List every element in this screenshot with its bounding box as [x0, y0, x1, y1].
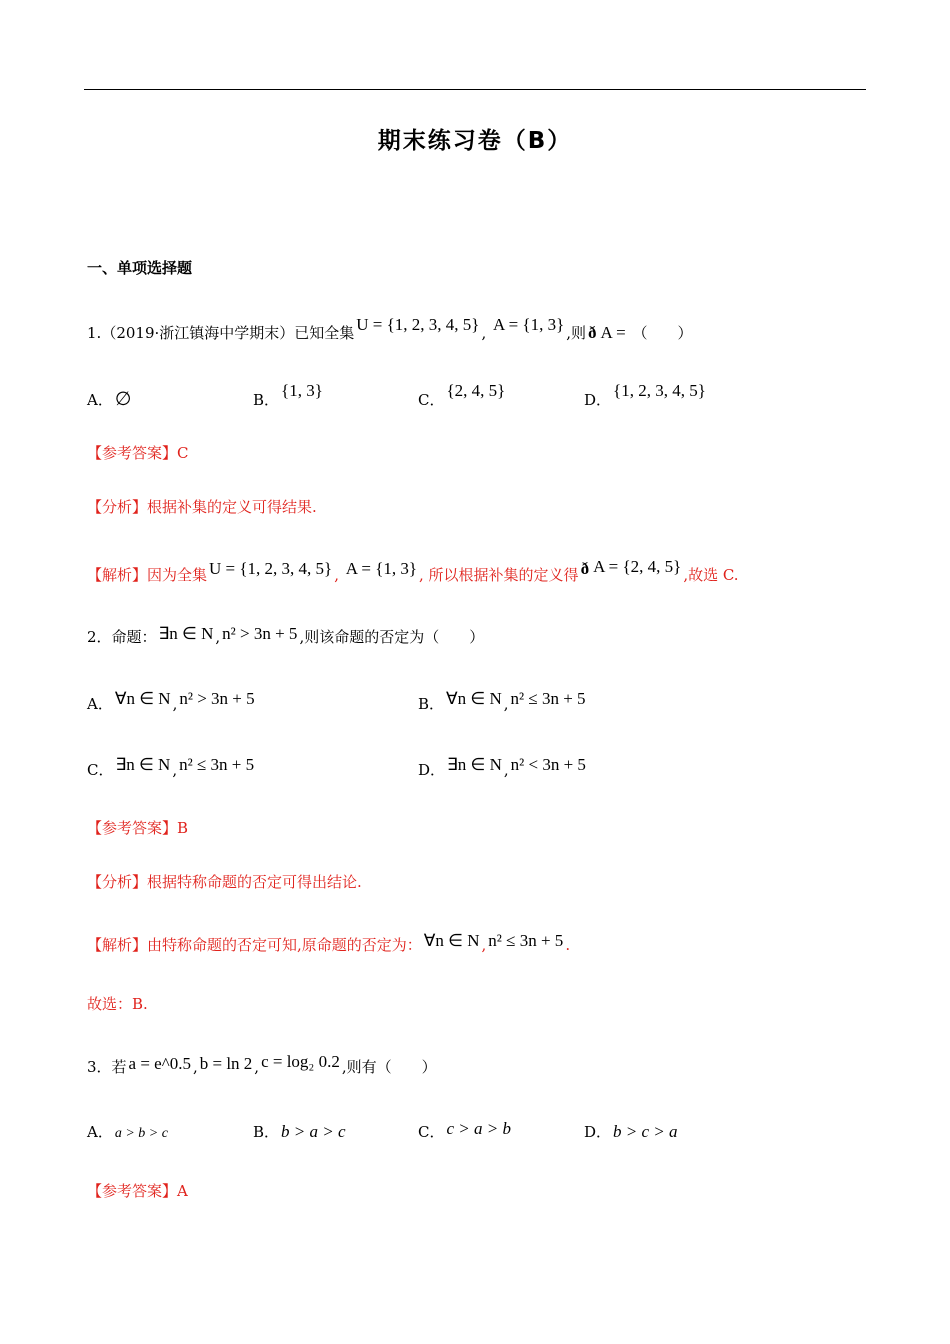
page-title: 期末练习卷（B） — [377, 128, 573, 154]
solution-tag: 【解析】 — [87, 566, 148, 584]
answer-value: A — [177, 1182, 188, 1200]
q2-option-c: C． ∃n ∈ N , n² ≤ 3n + 5 — [87, 755, 255, 779]
option-value: a > b > c — [114, 1126, 168, 1141]
q1-source: （2019·浙江镇海中学期末）已知全集 — [101, 324, 355, 342]
q2-tail: ,则该命题的否定为（ ） — [299, 628, 485, 646]
q3-option-c — [418, 1119, 513, 1142]
option-value-2: n² ≤ 3n + 5 — [179, 755, 255, 774]
option-label: A． — [87, 391, 113, 409]
q2-answer — [87, 818, 188, 838]
solution-text: 由特称命题的否定可知,原命题的否定为： — [147, 936, 422, 954]
option-value: {1, 2, 3, 4, 5} — [613, 381, 706, 400]
solution-set-A: A = {1, 3} — [345, 559, 418, 578]
q1-set-U: U = {1, 2, 3, 4, 5} — [356, 315, 480, 334]
option-value: ∀n ∈ N — [446, 689, 502, 708]
q3-option-b — [253, 1122, 348, 1142]
option-value: b > c > a — [613, 1122, 678, 1141]
solution-end: . — [565, 936, 571, 954]
analysis-tag: 【分析】 — [87, 498, 148, 516]
q2-solution: 【解析】由特称命题的否定可知,原命题的否定为： ∀n ∈ N , n² ≤ 3n + 5 . — [87, 931, 571, 954]
q2-option-a: A． ∀n ∈ N , n² > 3n + 5 — [87, 689, 255, 713]
option-label: A． — [87, 1123, 113, 1141]
q3-tail: ,则有（ ） — [341, 1058, 437, 1076]
q1-option-c — [418, 381, 507, 410]
q3-option-a — [87, 1122, 170, 1144]
q1-answer — [87, 443, 189, 463]
question-3: 3．若 a = e^0.5 , b = ln 2 , c = log₂ 0.2 ,则有（ ） — [87, 1052, 437, 1076]
question-2: 2．命题： ∃n ∈ N , n² > 3n + 5 ,则该命题的否定为（ ） — [87, 624, 485, 646]
option-label: B． — [253, 391, 280, 409]
q2-expr: ∃n ∈ N — [158, 624, 214, 643]
analysis-text: 根据特称命题的否定可得出结论. — [147, 873, 362, 891]
q1-tail: ,则 — [566, 324, 587, 342]
q2-analysis — [87, 872, 362, 892]
option-label: D． — [584, 1123, 612, 1141]
analysis-tag: 【分析】 — [87, 873, 148, 891]
q1-solution: 【解析】因为全集 U = {1, 2, 3, 4, 5} , A = {1, 3} , 所以根据补集的定义得 ð A = {2, 4, 5} ,故选 C. — [87, 557, 739, 584]
q1-analysis — [87, 497, 317, 517]
q3-option-d — [584, 1122, 680, 1142]
q1-paren: （ ） — [632, 324, 693, 342]
section-heading: 一、单项选择题 — [87, 259, 193, 277]
option-label: C． — [418, 391, 445, 409]
q2-expr-2: n² > 3n + 5 — [222, 624, 298, 643]
option-value-2: n² ≤ 3n + 5 — [510, 689, 586, 708]
q2-number: 2．命题： — [87, 628, 157, 646]
option-value: {1, 3} — [281, 381, 323, 400]
solution-tag: 【解析】 — [87, 936, 148, 954]
option-value: b > a > c — [281, 1122, 346, 1141]
q1-set-A: A = {1, 3} — [493, 315, 565, 334]
solution-text-2: , 所以根据补集的定义得 — [419, 566, 579, 584]
q3-number: 3．若 — [87, 1058, 127, 1076]
solution-result: A = {2, 4, 5} — [593, 557, 682, 576]
question-1: 1.（2019·浙江镇海中学期末）已知全集 U = {1, 2, 3, 4, 5} , A = {1, 3} ,则 ð A = （ ） — [87, 315, 693, 342]
answer-tag: 【参考答案】 — [87, 444, 178, 462]
option-label: D． — [584, 391, 612, 409]
q1-complement: ð — [588, 323, 597, 342]
solution-complement: ð — [580, 559, 590, 578]
option-label: C． — [87, 761, 114, 779]
solution-end: ,故选 C. — [683, 566, 739, 584]
option-value: ∅ — [114, 389, 132, 410]
option-value: ∃n ∈ N — [447, 755, 502, 774]
q3-answer — [87, 1181, 188, 1201]
option-value: {2, 4, 5} — [446, 381, 506, 400]
top-rule — [84, 89, 866, 90]
option-label: C． — [418, 1123, 445, 1141]
answer-value: B — [177, 819, 189, 837]
option-value-2: n² < 3n + 5 — [510, 755, 586, 774]
option-value: ∃n ∈ N — [115, 755, 171, 774]
analysis-text: 根据补集的定义可得结果. — [147, 498, 317, 516]
option-label: B． — [418, 695, 445, 713]
q1-number: 1. — [87, 324, 102, 342]
answer-tag: 【参考答案】 — [87, 819, 178, 837]
solution-set-U: U = {1, 2, 3, 4, 5} — [209, 559, 333, 578]
answer-value: C — [177, 444, 189, 462]
option-label: B． — [253, 1123, 280, 1141]
q1-complement-A: A = — [600, 323, 626, 342]
solution-expr: ∀n ∈ N — [423, 931, 480, 950]
q3-expr-a: a = e^0.5 — [128, 1054, 191, 1073]
option-value: ∀n ∈ N — [114, 689, 171, 708]
q1-option-a — [87, 390, 133, 410]
solution-text: 因为全集 — [147, 566, 208, 584]
option-label: A． — [87, 695, 113, 713]
q3-expr-c: c = log₂ 0.2 — [261, 1052, 340, 1071]
q1-option-b — [253, 381, 325, 410]
answer-tag: 【参考答案】 — [87, 1182, 178, 1200]
option-value-2: n² > 3n + 5 — [179, 689, 255, 708]
solution-expr-2: n² ≤ 3n + 5 — [488, 931, 564, 950]
option-label: D． — [418, 761, 446, 779]
q1-option-d — [584, 381, 708, 410]
option-value: c > a > b — [446, 1119, 511, 1138]
q2-final: 故选：B. — [87, 995, 148, 1013]
q2-option-b: B． ∀n ∈ N , n² ≤ 3n + 5 — [418, 689, 586, 713]
q3-expr-b: b = ln 2 — [199, 1054, 253, 1073]
q2-option-d: D． ∃n ∈ N , n² < 3n + 5 — [418, 755, 586, 779]
